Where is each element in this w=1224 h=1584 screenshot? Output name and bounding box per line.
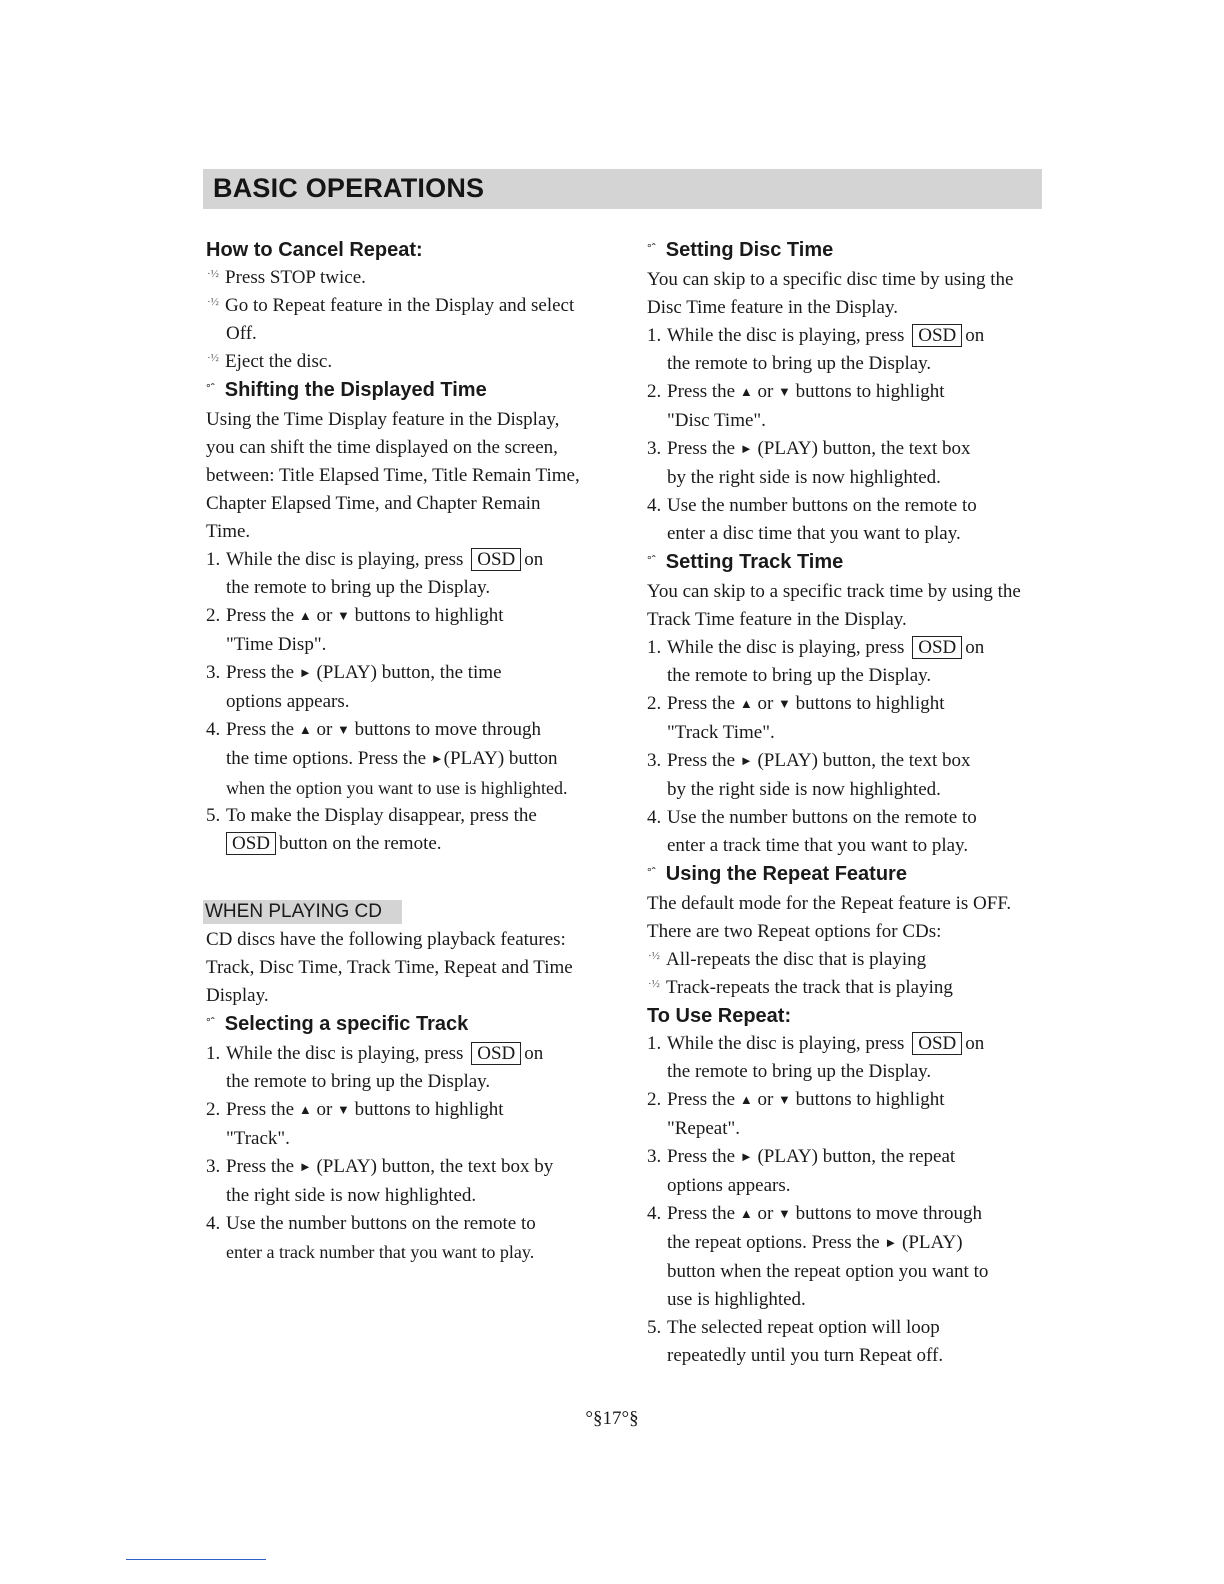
cd-section-heading: WHEN PLAYING CD	[206, 898, 606, 926]
repeat-step-4-cont: the repeat options. Press the ► (PLAY)	[667, 1232, 963, 1253]
shift-intro-line: Using the Time Display feature in the Display,	[206, 409, 560, 430]
down-arrow-icon: ▼	[778, 696, 791, 711]
section-banner	[203, 169, 1042, 209]
play-icon: ►	[739, 1149, 753, 1164]
step-3: 3. Press the ► (PLAY) button, the time	[206, 662, 502, 683]
heading-mark-icon: °ˆ	[647, 553, 656, 567]
shift-intro-line: you can shift the time displayed on the screen,	[206, 437, 558, 458]
osd-key: OSD	[912, 1032, 962, 1055]
cd-intro-line: CD discs have the following playback features:	[206, 929, 566, 950]
heading-mark-icon: °ˆ	[206, 381, 215, 395]
disc-time-heading: $^{^\circ ˆ}$ Setting Disc Time	[647, 239, 834, 261]
tt-step-3: 3. Press the ► (PLAY) button, the text box	[647, 750, 971, 771]
tt-step-3-cont: by the right side is now highlighted.	[667, 779, 941, 800]
track-time-heading: $^{^\circ ˆ}$ Setting Track Time	[647, 551, 844, 573]
step-1: 1. While the disc is playing, press OSD on	[206, 549, 544, 570]
select-track-heading: $^{^\circ ˆ}$ Selecting a specific Track	[206, 1013, 469, 1035]
tt-step-1: 1. While the disc is playing, press OSD on	[647, 637, 985, 658]
up-arrow-icon: ▲	[298, 1102, 312, 1117]
bullet-icon: ·½	[648, 978, 660, 990]
heading-mark-icon: °ˆ	[206, 1015, 215, 1029]
repeat-step-3: 3. Press the ► (PLAY) button, the repeat	[647, 1146, 956, 1167]
repeat-feature-heading: $^{^\circ ˆ}$ Using the Repeat Feature	[647, 863, 907, 885]
disc-step-2: 2. Press the ▲ or ▼ buttons to highlight	[647, 381, 945, 402]
right-column	[647, 236, 1047, 1370]
cd-intro-line: Track, Disc Time, Track Time, Repeat and Time	[206, 957, 573, 978]
disc-step-3-cont: by the right side is now highlighted.	[667, 467, 941, 488]
step-4: 4. Press the ▲ or ▼ buttons to move through	[206, 719, 541, 740]
shift-intro-line: Time.	[206, 521, 251, 542]
up-arrow-icon: ▲	[739, 696, 753, 711]
play-icon: ►	[298, 665, 312, 680]
disc-step-4: 4. Use the number buttons on the remote to	[647, 495, 977, 516]
down-arrow-icon: ▼	[337, 722, 350, 737]
tt-step-2-cont: "Track Time".	[667, 722, 775, 743]
page-number: °§17°§	[585, 1408, 639, 1429]
disc-intro-line: You can skip to a specific disc time by using the	[647, 269, 1014, 290]
osd-key: OSD	[912, 636, 962, 659]
tt-step-2: 2. Press the ▲ or ▼ buttons to highlight	[647, 693, 945, 714]
repeat-step-4-cont: use is highlighted.	[667, 1289, 806, 1310]
tt-step-4-cont: enter a track time that you want to play.	[667, 835, 969, 856]
cd-intro-line: Display.	[206, 985, 269, 1006]
repeat-intro-line: The default mode for the Repeat feature is OFF.	[647, 893, 1012, 914]
tt-step-1-cont: the remote to bring up the Display.	[667, 665, 932, 686]
track-time-intro-line: You can skip to a specific track time by using the	[647, 581, 1021, 602]
track-step-1: 1. While the disc is playing, press OSD on	[206, 1043, 544, 1064]
play-icon: ►	[298, 1159, 312, 1174]
disc-step-3: 3. Press the ► (PLAY) button, the text box	[647, 438, 971, 459]
repeat-step-5: 5. The selected repeat option will loop	[647, 1317, 940, 1338]
disc-step-4-cont: enter a disc time that you want to play.	[667, 523, 961, 544]
down-arrow-icon: ▼	[337, 608, 350, 623]
step-3-cont: options appears.	[226, 691, 350, 712]
step-4-cont: the time options. Press the ►(PLAY) button	[226, 748, 558, 769]
shift-time-heading: $^{^\circ ˆ}$ Shifting the Displayed Time	[206, 379, 487, 401]
track-step-3-cont: the right side is now highlighted.	[226, 1185, 477, 1206]
play-icon: ►	[430, 751, 444, 766]
cancel-item-cont: Off.	[226, 323, 257, 344]
shift-intro-line: Chapter Elapsed Time, and Chapter Remain	[206, 493, 541, 514]
down-arrow-icon: ▼	[778, 1092, 791, 1107]
disc-step-1: 1. While the disc is playing, press OSD on	[647, 325, 985, 346]
repeat-step-4: 4. Press the ▲ or ▼ buttons to move through	[647, 1203, 982, 1224]
up-arrow-icon: ▲	[739, 1206, 753, 1221]
page-title: BASIC OPERATIONS	[213, 173, 485, 203]
track-step-2-cont: "Track".	[226, 1128, 290, 1149]
bullet-icon: ·½	[207, 352, 219, 364]
up-arrow-icon: ▲	[739, 384, 753, 399]
up-arrow-icon: ▲	[298, 722, 312, 737]
heading-mark-icon: °ˆ	[647, 241, 656, 255]
track-step-1-cont: the remote to bring up the Display.	[226, 1071, 491, 1092]
repeat-option-item: ·½ All-repeats the disc that is playing	[647, 946, 1047, 974]
bullet-icon: ·½	[648, 950, 660, 962]
cancel-item: ·½ Press STOP twice.	[206, 264, 606, 292]
step-2: 2. Press the ▲ or ▼ buttons to highlight	[206, 605, 504, 626]
repeat-step-3-cont: options appears.	[667, 1175, 791, 1196]
tt-step-4: 4. Use the number buttons on the remote to	[647, 807, 977, 828]
track-step-2: 2. Press the ▲ or ▼ buttons to highlight	[206, 1099, 504, 1120]
up-arrow-icon: ▲	[739, 1092, 753, 1107]
repeat-step-5-cont: repeatedly until you turn Repeat off.	[667, 1345, 944, 1366]
disc-step-2-cont: "Disc Time".	[667, 410, 766, 431]
track-step-4: 4. Use the number buttons on the remote to	[206, 1213, 536, 1234]
cancel-item: ·½ Go to Repeat feature in the Display and select	[206, 292, 606, 320]
repeat-step-2: 2. Press the ▲ or ▼ buttons to highlight	[647, 1089, 945, 1110]
repeat-option-item: ·½ Track-repeats the track that is playing	[647, 974, 1047, 1002]
left-column	[206, 236, 606, 1266]
step-2-cont: "Time Disp".	[226, 634, 327, 655]
repeat-step-1-cont: the remote to bring up the Display.	[667, 1061, 932, 1082]
heading-mark-icon: °ˆ	[647, 865, 656, 879]
bullet-icon: ·½	[207, 296, 219, 308]
disc-step-1-cont: the remote to bring up the Display.	[667, 353, 932, 374]
track-step-4-cont: enter a track number that you want to play.	[226, 1242, 535, 1262]
track-time-intro-line: Track Time feature in the Display.	[647, 609, 907, 630]
down-arrow-icon: ▼	[778, 1206, 791, 1221]
shift-intro-line: between: Title Elapsed Time, Title Remain Time,	[206, 465, 580, 486]
cancel-repeat-heading: How to Cancel Repeat:	[206, 239, 423, 261]
osd-key: OSD	[226, 832, 276, 855]
repeat-step-4-cont: button when the repeat option you want to	[667, 1261, 989, 1282]
step-4-cont: when the option you want to use is highlighted.	[226, 778, 568, 798]
repeat-step-2-cont: "Repeat".	[667, 1118, 741, 1139]
cancel-item: ·½ Eject the disc.	[206, 348, 606, 376]
step-1-cont: the remote to bring up the Display.	[226, 577, 491, 598]
play-icon: ►	[739, 753, 753, 768]
track-step-3: 3. Press the ► (PLAY) button, the text box by	[206, 1156, 554, 1177]
disc-intro-line: Disc Time feature in the Display.	[647, 297, 899, 318]
up-arrow-icon: ▲	[298, 608, 312, 623]
play-icon: ►	[884, 1235, 898, 1250]
osd-key: OSD	[471, 1042, 521, 1065]
repeat-intro-line: There are two Repeat options for CDs:	[647, 921, 942, 942]
footnote-rule	[126, 1559, 266, 1560]
use-repeat-heading: To Use Repeat:	[647, 1005, 792, 1027]
repeat-step-1: 1. While the disc is playing, press OSD on	[647, 1033, 985, 1054]
osd-key: OSD	[471, 548, 521, 571]
bullet-icon: ·½	[207, 268, 219, 280]
step-5: 5. To make the Display disappear, press the	[206, 805, 537, 826]
down-arrow-icon: ▼	[778, 384, 791, 399]
down-arrow-icon: ▼	[337, 1102, 350, 1117]
osd-key: OSD	[912, 324, 962, 347]
play-icon: ►	[739, 441, 753, 456]
step-5-cont: OSD button on the remote.	[206, 830, 606, 858]
